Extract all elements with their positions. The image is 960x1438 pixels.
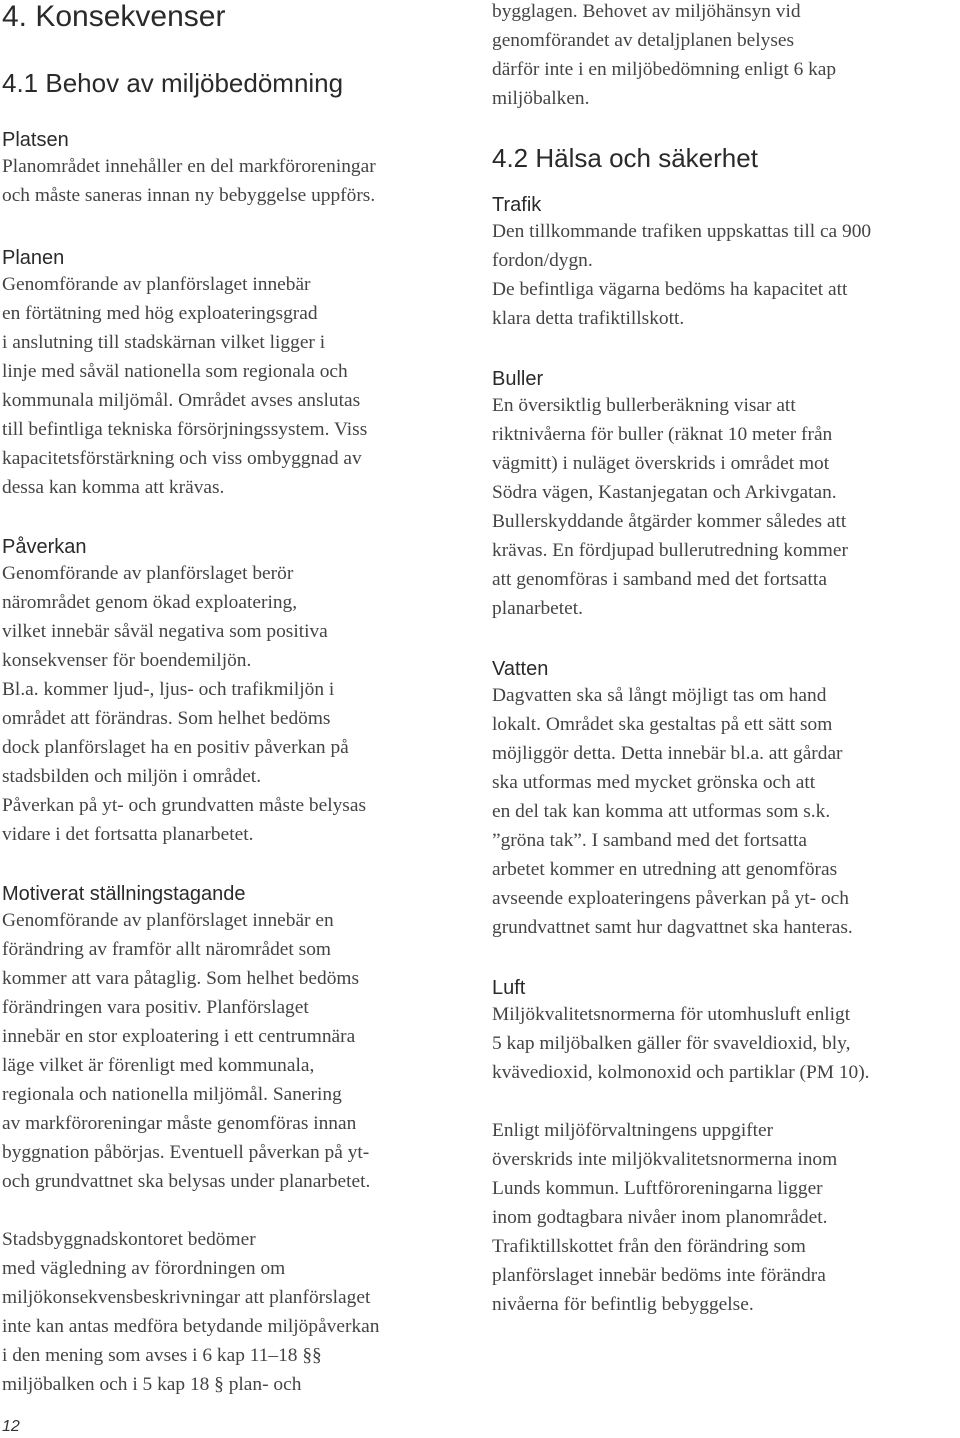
- heading-paverkan: Påverkan: [2, 536, 87, 558]
- heading-platsen: Platsen: [2, 129, 69, 151]
- section-title-halsa: 4.2 Hälsa och säkerhet: [492, 143, 758, 173]
- heading-motiverat: Motiverat ställningstagande: [2, 883, 246, 905]
- paragraph-continuation: bygglagen. Behovet av miljöhänsyn vid genomförandet av detaljplanen belyses därför inte i en miljöbedömning enligt 6 kap miljöbalken.: [492, 1, 837, 109]
- right-column: [492, 0, 958, 1319]
- heading-trafik: Trafik: [492, 194, 542, 216]
- section-title-miljobedomning: 4.1 Behov av miljöbedömning: [2, 68, 344, 98]
- heading-vatten: Vatten: [492, 658, 549, 680]
- paragraph-vatten: Dagvatten ska så långt möjligt tas om hand lokalt. Området ska gestaltas på ett sätt som möjliggör detta. Detta innebär bl.a. att gårdar ska utformas med mycket grönska och att en del tak kan komma att utformas som s.k. ”gröna tak”. I samband med det fortsatta arbetet kommer en utredning att genomföras avseende exploateringens påverkan på yt- och grundvattnet samt hur dagvattnet ska hanteras.: [492, 685, 853, 938]
- heading-planen: Planen: [2, 247, 65, 269]
- paragraph-luft: Miljökvalitetsnormerna för utomhusluft enligt 5 kap miljöbalken gäller för svaveldioxid, bly, kvävedioxid, kolmonoxid och partiklar (PM 10).: [492, 1004, 870, 1083]
- page-number: 12: [2, 1418, 20, 1435]
- paragraph-trafik: Den tillkommande trafiken uppskattas till ca 900 fordon/dygn. De befintliga vägarna bedöms ha kapacitet att klara detta trafiktillskott.: [492, 221, 872, 329]
- paragraph-motiverat-2: Stadsbyggnadskontoret bedömer med vägledning av förordningen om miljökonsekvensbeskrivningar att planförslaget inte kan antas medföra betydande miljöpåverkan i den mening som avses i 6 kap 11–18 §§ miljöbalken och i 5 kap 18 § plan- och: [2, 1229, 380, 1395]
- left-column: [2, 0, 470, 1399]
- paragraph-luft-2: Enligt miljöförvaltningens uppgifter överskrids inte miljökvalitetsnormerna inom Lunds kommun. Luftföroreningarna ligger inom godtagbara nivåer inom planområdet. Trafiktillskottet från den förändring som planförslaget innebär bedöms inte förändra nivåerna för befintlig bebyggelse.: [492, 1120, 838, 1315]
- paragraph-paverkan: Genomförande av planförslaget berör närområdet genom ökad exploatering, vilket innebär såväl negativa som positiva konsekvenser för boendemiljön. Bl.a. kommer ljud-, ljus- och trafikmiljön i området att förändras. Som helhet bedöms dock planförslaget ha en positiv påverkan på stadsbilden och miljön i området. Påverkan på yt- och grundvatten måste belysas vidare i det fortsatta planarbetet.: [2, 563, 367, 845]
- heading-luft: Luft: [492, 977, 526, 999]
- paragraph-planen: Genomförande av planförslaget innebär en förtätning med hög exploateringsgrad i anslutning till stadskärnan vilket ligger i linje med såväl nationella som regionala och kommunala miljömål. Området avses anslutas till befintliga tekniska försörjningssystem. Viss kapacitetsförstärkning och viss ombyggnad av dessa kan komma att krävas.: [2, 274, 368, 498]
- chapter-title: 4. Konsekvenser: [2, 0, 226, 33]
- paragraph-motiverat: Genomförande av planförslaget innebär en förändring av framför allt närområdet som kommer att vara påtaglig. Som helhet bedöms förändringen vara positiv. Planförslaget innebär en stor exploatering i ett centrumnära läge vilket är förenligt med kommunala, regionala och nationella miljömål. Sanering av markföroreningar måste genomföras innan byggnation påbörjas. Eventuell påverkan på yt- och grundvattnet ska belysas under planarbetet.: [2, 910, 371, 1192]
- heading-buller: Buller: [492, 368, 544, 390]
- paragraph-buller: En översiktlig bullerberäkning visar att riktnivåerna för buller (räknat 10 meter från vägmitt) i nuläget överskrids i området mot Södra vägen, Kastanjegatan och Arkivgatan. Bullerskyddande åtgärder kommer således att krävas. En fördjupad bullerutredning kommer att genomföras i samband med det fortsatta planarbetet.: [492, 395, 848, 619]
- paragraph-platsen: Planområdet innehåller en del markföroreningar och måste saneras innan ny bebyggelse uppförs.: [2, 156, 376, 206]
